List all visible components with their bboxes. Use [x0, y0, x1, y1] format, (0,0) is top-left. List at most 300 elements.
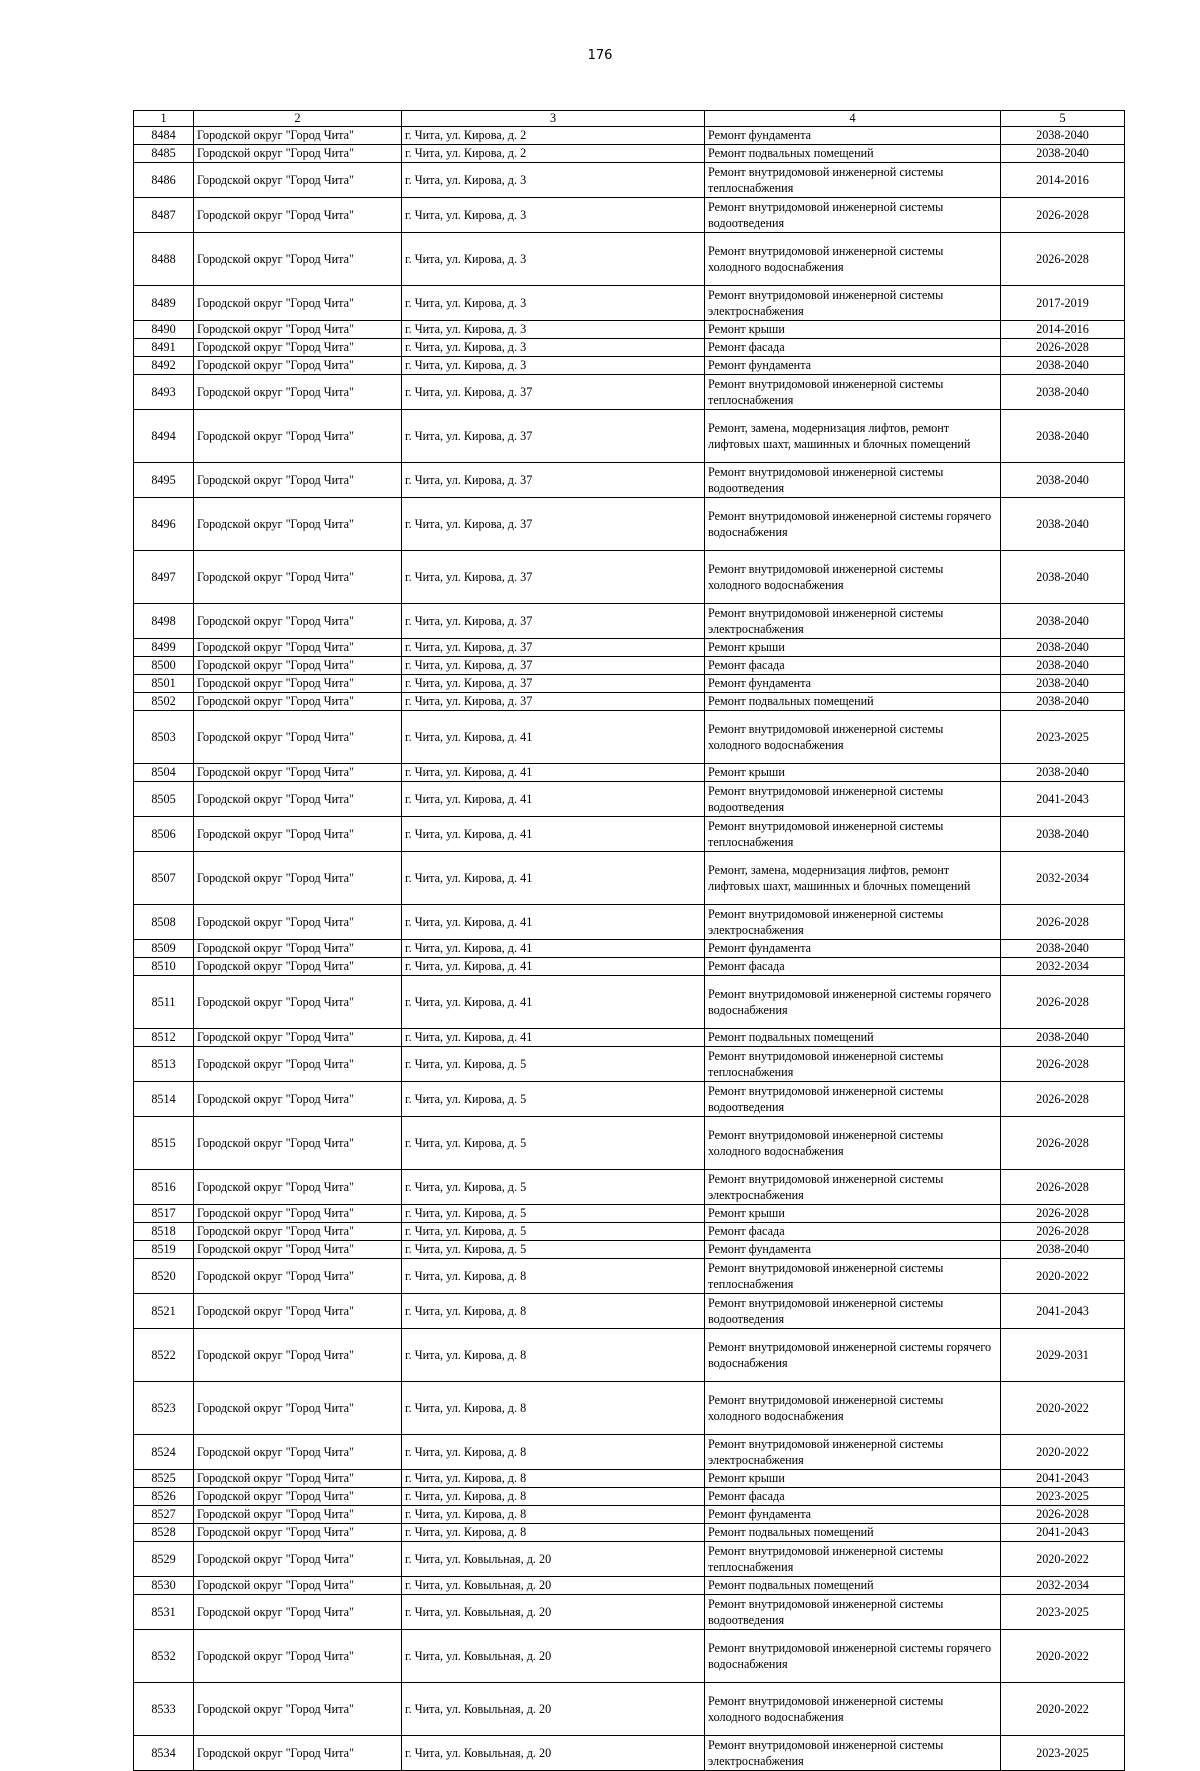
table-row [134, 604, 1125, 639]
work-type-cell: Ремонт фасада [705, 1488, 1001, 1506]
address-cell: г. Чита, ул. Кирова, д. 5 [402, 1170, 705, 1205]
address-cell: г. Чита, ул. Кирова, д. 8 [402, 1382, 705, 1435]
municipality-cell: Городской округ "Город Чита" [194, 1542, 402, 1577]
municipality-cell: Городской округ "Город Чита" [194, 675, 402, 693]
period-cell: 2038-2040 [1001, 145, 1125, 163]
municipality-cell: Городской округ "Город Чита" [194, 163, 402, 198]
table-row [134, 711, 1125, 764]
row-number-cell: 8517 [134, 1205, 194, 1223]
work-type-cell: Ремонт внутридомовой инженерной системы теплоснабжения [705, 1047, 1001, 1082]
work-type-cell: Ремонт внутридомовой инженерной системы водоотведения [705, 782, 1001, 817]
row-number-cell: 8491 [134, 339, 194, 357]
municipality-cell: Городской округ "Город Чита" [194, 1736, 402, 1771]
row-number-cell: 8501 [134, 675, 194, 693]
work-type-cell: Ремонт фундамента [705, 1241, 1001, 1259]
period-cell: 2038-2040 [1001, 498, 1125, 551]
period-cell: 2026-2028 [1001, 1205, 1125, 1223]
period-cell: 2017-2019 [1001, 286, 1125, 321]
work-type-cell: Ремонт крыши [705, 639, 1001, 657]
municipality-cell: Городской округ "Город Чита" [194, 657, 402, 675]
period-cell: 2038-2040 [1001, 675, 1125, 693]
municipality-cell: Городской округ "Город Чита" [194, 1329, 402, 1382]
address-cell: г. Чита, ул. Кирова, д. 37 [402, 693, 705, 711]
municipality-cell: Городской округ "Город Чита" [194, 127, 402, 145]
period-cell: 2023-2025 [1001, 711, 1125, 764]
row-number-cell: 8508 [134, 905, 194, 940]
municipality-cell: Городской округ "Город Чита" [194, 604, 402, 639]
address-cell: г. Чита, ул. Кирова, д. 5 [402, 1205, 705, 1223]
period-cell: 2038-2040 [1001, 551, 1125, 604]
row-number-cell: 8509 [134, 940, 194, 958]
work-type-cell: Ремонт подвальных помещений [705, 1577, 1001, 1595]
work-type-cell: Ремонт фасада [705, 958, 1001, 976]
municipality-cell: Городской округ "Город Чита" [194, 1259, 402, 1294]
work-type-cell: Ремонт внутридомовой инженерной системы электроснабжения [705, 1170, 1001, 1205]
row-number-cell: 8530 [134, 1577, 194, 1595]
municipality-cell: Городской округ "Город Чита" [194, 711, 402, 764]
municipality-cell: Городской округ "Город Чита" [194, 958, 402, 976]
table-row [134, 852, 1125, 905]
table-row [134, 1630, 1125, 1683]
municipality-cell: Городской округ "Город Чита" [194, 339, 402, 357]
table-row [134, 1117, 1125, 1170]
municipality-cell: Городской округ "Город Чита" [194, 1117, 402, 1170]
table-row [134, 1542, 1125, 1577]
table-row [134, 375, 1125, 410]
address-cell: г. Чита, ул. Кирова, д. 2 [402, 127, 705, 145]
row-number-cell: 8504 [134, 764, 194, 782]
address-cell: г. Чита, ул. Кирова, д. 41 [402, 905, 705, 940]
period-cell: 2026-2028 [1001, 198, 1125, 233]
row-number-cell: 8520 [134, 1259, 194, 1294]
period-cell: 2038-2040 [1001, 410, 1125, 463]
work-type-cell: Ремонт внутридомовой инженерной системы холодного водоснабжения [705, 1382, 1001, 1435]
work-type-cell: Ремонт фасада [705, 339, 1001, 357]
address-cell: г. Чита, ул. Кирова, д. 41 [402, 940, 705, 958]
row-number-cell: 8499 [134, 639, 194, 657]
row-number-cell: 8519 [134, 1241, 194, 1259]
address-cell: г. Чита, ул. Ковыльная, д. 20 [402, 1542, 705, 1577]
period-cell: 2020-2022 [1001, 1259, 1125, 1294]
work-type-cell: Ремонт внутридомовой инженерной системы теплоснабжения [705, 1542, 1001, 1577]
period-cell: 2038-2040 [1001, 764, 1125, 782]
work-type-cell: Ремонт внутридомовой инженерной системы теплоснабжения [705, 817, 1001, 852]
row-number-cell: 8498 [134, 604, 194, 639]
row-number-cell: 8502 [134, 693, 194, 711]
table-row [134, 639, 1125, 657]
municipality-cell: Городской округ "Город Чита" [194, 551, 402, 604]
address-cell: г. Чита, ул. Кирова, д. 37 [402, 604, 705, 639]
municipality-cell: Городской округ "Город Чита" [194, 233, 402, 286]
work-type-cell: Ремонт фасада [705, 1223, 1001, 1241]
municipality-cell: Городской округ "Город Чита" [194, 1241, 402, 1259]
address-cell: г. Чита, ул. Кирова, д. 3 [402, 163, 705, 198]
address-cell: г. Чита, ул. Кирова, д. 5 [402, 1117, 705, 1170]
address-cell: г. Чита, ул. Кирова, д. 37 [402, 375, 705, 410]
row-number-cell: 8518 [134, 1223, 194, 1241]
row-number-cell: 8527 [134, 1506, 194, 1524]
row-number-cell: 8522 [134, 1329, 194, 1382]
municipality-cell: Городской округ "Город Чита" [194, 764, 402, 782]
work-type-cell: Ремонт внутридомовой инженерной системы горячего водоснабжения [705, 498, 1001, 551]
column-header: 2 [194, 111, 402, 127]
table-row [134, 127, 1125, 145]
work-type-cell: Ремонт фундамента [705, 357, 1001, 375]
work-type-cell: Ремонт подвальных помещений [705, 1524, 1001, 1542]
municipality-cell: Городской округ "Город Чита" [194, 357, 402, 375]
row-number-cell: 8531 [134, 1595, 194, 1630]
address-cell: г. Чита, ул. Кирова, д. 5 [402, 1047, 705, 1082]
column-header: 1 [134, 111, 194, 127]
work-type-cell: Ремонт внутридомовой инженерной системы водоотведения [705, 198, 1001, 233]
address-cell: г. Чита, ул. Кирова, д. 8 [402, 1506, 705, 1524]
period-cell: 2032-2034 [1001, 1577, 1125, 1595]
municipality-cell: Городской округ "Город Чита" [194, 1470, 402, 1488]
table-row [134, 233, 1125, 286]
address-cell: г. Чита, ул. Кирова, д. 8 [402, 1435, 705, 1470]
municipality-cell: Городской округ "Город Чита" [194, 1488, 402, 1506]
period-cell: 2023-2025 [1001, 1488, 1125, 1506]
period-cell: 2020-2022 [1001, 1630, 1125, 1683]
table-row [134, 1524, 1125, 1542]
period-cell: 2026-2028 [1001, 339, 1125, 357]
municipality-cell: Городской округ "Город Чита" [194, 817, 402, 852]
period-cell: 2038-2040 [1001, 657, 1125, 675]
row-number-cell: 8492 [134, 357, 194, 375]
municipality-cell: Городской округ "Город Чита" [194, 1630, 402, 1683]
work-type-cell: Ремонт внутридомовой инженерной системы теплоснабжения [705, 1259, 1001, 1294]
work-type-cell: Ремонт внутридомовой инженерной системы водоотведения [705, 1082, 1001, 1117]
table-row [134, 1082, 1125, 1117]
row-number-cell: 8488 [134, 233, 194, 286]
table-row [134, 817, 1125, 852]
row-number-cell: 8507 [134, 852, 194, 905]
row-number-cell: 8528 [134, 1524, 194, 1542]
period-cell: 2038-2040 [1001, 817, 1125, 852]
address-cell: г. Чита, ул. Кирова, д. 8 [402, 1488, 705, 1506]
table-row [134, 1736, 1125, 1771]
row-number-cell: 8500 [134, 657, 194, 675]
table-row [134, 1435, 1125, 1470]
period-cell: 2026-2028 [1001, 1117, 1125, 1170]
work-type-cell: Ремонт фундамента [705, 1506, 1001, 1524]
address-cell: г. Чита, ул. Кирова, д. 8 [402, 1294, 705, 1329]
work-type-cell: Ремонт крыши [705, 321, 1001, 339]
row-number-cell: 8533 [134, 1683, 194, 1736]
municipality-cell: Городской округ "Город Чита" [194, 639, 402, 657]
period-cell: 2026-2028 [1001, 1223, 1125, 1241]
municipality-cell: Городской округ "Город Чита" [194, 1170, 402, 1205]
address-cell: г. Чита, ул. Кирова, д. 37 [402, 410, 705, 463]
work-type-cell: Ремонт внутридомовой инженерной системы холодного водоснабжения [705, 233, 1001, 286]
table-row [134, 321, 1125, 339]
address-cell: г. Чита, ул. Кирова, д. 41 [402, 852, 705, 905]
row-number-cell: 8524 [134, 1435, 194, 1470]
work-type-cell: Ремонт крыши [705, 1205, 1001, 1223]
column-header: 3 [402, 111, 705, 127]
address-cell: г. Чита, ул. Кирова, д. 41 [402, 1029, 705, 1047]
period-cell: 2038-2040 [1001, 357, 1125, 375]
municipality-cell: Городской округ "Город Чита" [194, 1524, 402, 1542]
row-number-cell: 8511 [134, 976, 194, 1029]
period-cell: 2038-2040 [1001, 127, 1125, 145]
table-row [134, 463, 1125, 498]
row-number-cell: 8495 [134, 463, 194, 498]
municipality-cell: Городской округ "Город Чита" [194, 693, 402, 711]
table-row [134, 1170, 1125, 1205]
period-cell: 2038-2040 [1001, 693, 1125, 711]
row-number-cell: 8510 [134, 958, 194, 976]
table-row [134, 286, 1125, 321]
row-number-cell: 8513 [134, 1047, 194, 1082]
table-row [134, 1223, 1125, 1241]
address-cell: г. Чита, ул. Кирова, д. 37 [402, 463, 705, 498]
work-type-cell: Ремонт внутридомовой инженерной системы холодного водоснабжения [705, 551, 1001, 604]
row-number-cell: 8494 [134, 410, 194, 463]
period-cell: 2020-2022 [1001, 1382, 1125, 1435]
address-cell: г. Чита, ул. Кирова, д. 41 [402, 817, 705, 852]
address-cell: г. Чита, ул. Кирова, д. 41 [402, 976, 705, 1029]
table-row [134, 1577, 1125, 1595]
work-type-cell: Ремонт внутридомовой инженерной системы холодного водоснабжения [705, 1117, 1001, 1170]
table-row [134, 693, 1125, 711]
work-type-cell: Ремонт, замена, модернизация лифтов, ремонт лифтовых шахт, машинных и блочных помещений [705, 852, 1001, 905]
row-number-cell: 8523 [134, 1382, 194, 1435]
municipality-cell: Городской округ "Город Чита" [194, 940, 402, 958]
work-type-cell: Ремонт фасада [705, 657, 1001, 675]
address-cell: г. Чита, ул. Кирова, д. 37 [402, 639, 705, 657]
municipality-cell: Городской округ "Город Чита" [194, 1047, 402, 1082]
work-type-cell: Ремонт подвальных помещений [705, 145, 1001, 163]
row-number-cell: 8489 [134, 286, 194, 321]
address-cell: г. Чита, ул. Кирова, д. 37 [402, 498, 705, 551]
work-type-cell: Ремонт внутридомовой инженерной системы водоотведения [705, 1294, 1001, 1329]
period-cell: 2020-2022 [1001, 1435, 1125, 1470]
municipality-cell: Городской округ "Город Чита" [194, 976, 402, 1029]
work-type-cell: Ремонт внутридомовой инженерной системы электроснабжения [705, 286, 1001, 321]
address-cell: г. Чита, ул. Кирова, д. 3 [402, 339, 705, 357]
row-number-cell: 8484 [134, 127, 194, 145]
period-cell: 2038-2040 [1001, 639, 1125, 657]
table-row [134, 198, 1125, 233]
address-cell: г. Чита, ул. Кирова, д. 5 [402, 1223, 705, 1241]
table-row [134, 551, 1125, 604]
address-cell: г. Чита, ул. Кирова, д. 37 [402, 675, 705, 693]
header-row [134, 111, 1125, 127]
table-row [134, 976, 1125, 1029]
table-row [134, 1382, 1125, 1435]
row-number-cell: 8486 [134, 163, 194, 198]
address-cell: г. Чита, ул. Кирова, д. 8 [402, 1329, 705, 1382]
municipality-cell: Городской округ "Город Чита" [194, 145, 402, 163]
period-cell: 2029-2031 [1001, 1329, 1125, 1382]
row-number-cell: 8487 [134, 198, 194, 233]
repair-schedule-table [133, 110, 1125, 1771]
period-cell: 2041-2043 [1001, 782, 1125, 817]
municipality-cell: Городской округ "Город Чита" [194, 286, 402, 321]
period-cell: 2026-2028 [1001, 976, 1125, 1029]
period-cell: 2026-2028 [1001, 233, 1125, 286]
table-row [134, 1205, 1125, 1223]
address-cell: г. Чита, ул. Кирова, д. 41 [402, 782, 705, 817]
address-cell: г. Чита, ул. Кирова, д. 8 [402, 1524, 705, 1542]
row-number-cell: 8506 [134, 817, 194, 852]
work-type-cell: Ремонт внутридомовой инженерной системы горячего водоснабжения [705, 1329, 1001, 1382]
table-row [134, 1470, 1125, 1488]
row-number-cell: 8493 [134, 375, 194, 410]
row-number-cell: 8525 [134, 1470, 194, 1488]
table-row [134, 675, 1125, 693]
address-cell: г. Чита, ул. Кирова, д. 2 [402, 145, 705, 163]
period-cell: 2038-2040 [1001, 375, 1125, 410]
period-cell: 2038-2040 [1001, 604, 1125, 639]
municipality-cell: Городской округ "Город Чита" [194, 198, 402, 233]
row-number-cell: 8490 [134, 321, 194, 339]
address-cell: г. Чита, ул. Кирова, д. 8 [402, 1259, 705, 1294]
address-cell: г. Чита, ул. Ковыльная, д. 20 [402, 1630, 705, 1683]
table-row [134, 958, 1125, 976]
period-cell: 2023-2025 [1001, 1595, 1125, 1630]
period-cell: 2026-2028 [1001, 1047, 1125, 1082]
row-number-cell: 8497 [134, 551, 194, 604]
period-cell: 2014-2016 [1001, 163, 1125, 198]
page-number: 176 [587, 48, 613, 63]
table-body [134, 127, 1125, 1771]
address-cell: г. Чита, ул. Кирова, д. 37 [402, 657, 705, 675]
table-row [134, 1595, 1125, 1630]
period-cell: 2026-2028 [1001, 1506, 1125, 1524]
address-cell: г. Чита, ул. Кирова, д. 5 [402, 1241, 705, 1259]
address-cell: г. Чита, ул. Ковыльная, д. 20 [402, 1577, 705, 1595]
work-type-cell: Ремонт фундамента [705, 675, 1001, 693]
address-cell: г. Чита, ул. Кирова, д. 5 [402, 1082, 705, 1117]
work-type-cell: Ремонт, замена, модернизация лифтов, ремонт лифтовых шахт, машинных и блочных помещений [705, 410, 1001, 463]
table-row [134, 1329, 1125, 1382]
table-row [134, 163, 1125, 198]
row-number-cell: 8516 [134, 1170, 194, 1205]
address-cell: г. Чита, ул. Кирова, д. 3 [402, 198, 705, 233]
row-number-cell: 8512 [134, 1029, 194, 1047]
municipality-cell: Городской округ "Город Чита" [194, 375, 402, 410]
row-number-cell: 8505 [134, 782, 194, 817]
table-row [134, 1047, 1125, 1082]
municipality-cell: Городской округ "Город Чита" [194, 1683, 402, 1736]
municipality-cell: Городской округ "Город Чита" [194, 1577, 402, 1595]
work-type-cell: Ремонт внутридомовой инженерной системы теплоснабжения [705, 163, 1001, 198]
table-row [134, 1241, 1125, 1259]
period-cell: 2020-2022 [1001, 1683, 1125, 1736]
period-cell: 2026-2028 [1001, 1170, 1125, 1205]
table-row [134, 357, 1125, 375]
row-number-cell: 8532 [134, 1630, 194, 1683]
municipality-cell: Городской округ "Город Чита" [194, 905, 402, 940]
table-row [134, 410, 1125, 463]
work-type-cell: Ремонт внутридомовой инженерной системы водоотведения [705, 463, 1001, 498]
address-cell: г. Чита, ул. Кирова, д. 3 [402, 357, 705, 375]
table-row [134, 1259, 1125, 1294]
row-number-cell: 8485 [134, 145, 194, 163]
municipality-cell: Городской округ "Город Чита" [194, 321, 402, 339]
row-number-cell: 8521 [134, 1294, 194, 1329]
table-row [134, 145, 1125, 163]
work-type-cell: Ремонт внутридомовой инженерной системы холодного водоснабжения [705, 711, 1001, 764]
address-cell: г. Чита, ул. Кирова, д. 3 [402, 321, 705, 339]
work-type-cell: Ремонт фундамента [705, 940, 1001, 958]
table-row [134, 657, 1125, 675]
work-type-cell: Ремонт подвальных помещений [705, 693, 1001, 711]
work-type-cell: Ремонт крыши [705, 1470, 1001, 1488]
period-cell: 2038-2040 [1001, 940, 1125, 958]
table-row [134, 905, 1125, 940]
row-number-cell: 8496 [134, 498, 194, 551]
row-number-cell: 8515 [134, 1117, 194, 1170]
address-cell: г. Чита, ул. Ковыльная, д. 20 [402, 1736, 705, 1771]
period-cell: 2020-2022 [1001, 1542, 1125, 1577]
address-cell: г. Чита, ул. Кирова, д. 41 [402, 764, 705, 782]
municipality-cell: Городской округ "Город Чита" [194, 498, 402, 551]
table-row [134, 1683, 1125, 1736]
address-cell: г. Чита, ул. Кирова, д. 37 [402, 551, 705, 604]
table-row [134, 1488, 1125, 1506]
period-cell: 2038-2040 [1001, 1029, 1125, 1047]
work-type-cell: Ремонт внутридомовой инженерной системы водоотведения [705, 1595, 1001, 1630]
period-cell: 2032-2034 [1001, 958, 1125, 976]
work-type-cell: Ремонт подвальных помещений [705, 1029, 1001, 1047]
address-cell: г. Чита, ул. Ковыльная, д. 20 [402, 1683, 705, 1736]
address-cell: г. Чита, ул. Кирова, д. 41 [402, 711, 705, 764]
period-cell: 2032-2034 [1001, 852, 1125, 905]
row-number-cell: 8534 [134, 1736, 194, 1771]
municipality-cell: Городской округ "Город Чита" [194, 1382, 402, 1435]
municipality-cell: Городской округ "Город Чита" [194, 782, 402, 817]
municipality-cell: Городской округ "Город Чита" [194, 410, 402, 463]
column-header: 4 [705, 111, 1001, 127]
row-number-cell: 8526 [134, 1488, 194, 1506]
municipality-cell: Городской округ "Город Чита" [194, 1595, 402, 1630]
municipality-cell: Городской округ "Город Чита" [194, 463, 402, 498]
column-header: 5 [1001, 111, 1125, 127]
municipality-cell: Городской округ "Город Чита" [194, 1205, 402, 1223]
municipality-cell: Городской округ "Город Чита" [194, 1506, 402, 1524]
work-type-cell: Ремонт внутридомовой инженерной системы электроснабжения [705, 905, 1001, 940]
period-cell: 2038-2040 [1001, 463, 1125, 498]
period-cell: 2041-2043 [1001, 1524, 1125, 1542]
address-cell: г. Чита, ул. Ковыльная, д. 20 [402, 1595, 705, 1630]
work-type-cell: Ремонт внутридомовой инженерной системы горячего водоснабжения [705, 1630, 1001, 1683]
work-type-cell: Ремонт фундамента [705, 127, 1001, 145]
table-row [134, 498, 1125, 551]
period-cell: 2023-2025 [1001, 1736, 1125, 1771]
period-cell: 2041-2043 [1001, 1470, 1125, 1488]
period-cell: 2014-2016 [1001, 321, 1125, 339]
address-cell: г. Чита, ул. Кирова, д. 41 [402, 958, 705, 976]
table-row [134, 339, 1125, 357]
table-row [134, 764, 1125, 782]
work-type-cell: Ремонт внутридомовой инженерной системы электроснабжения [705, 1435, 1001, 1470]
table-row [134, 1506, 1125, 1524]
address-cell: г. Чита, ул. Кирова, д. 3 [402, 233, 705, 286]
table-row [134, 940, 1125, 958]
work-type-cell: Ремонт внутридомовой инженерной системы электроснабжения [705, 604, 1001, 639]
table-row [134, 782, 1125, 817]
period-cell: 2038-2040 [1001, 1241, 1125, 1259]
municipality-cell: Городской округ "Город Чита" [194, 1223, 402, 1241]
work-type-cell: Ремонт внутридомовой инженерной системы холодного водоснабжения [705, 1683, 1001, 1736]
work-type-cell: Ремонт внутридомовой инженерной системы теплоснабжения [705, 375, 1001, 410]
address-cell: г. Чита, ул. Кирова, д. 8 [402, 1470, 705, 1488]
address-cell: г. Чита, ул. Кирова, д. 3 [402, 286, 705, 321]
work-type-cell: Ремонт внутридомовой инженерной системы горячего водоснабжения [705, 976, 1001, 1029]
